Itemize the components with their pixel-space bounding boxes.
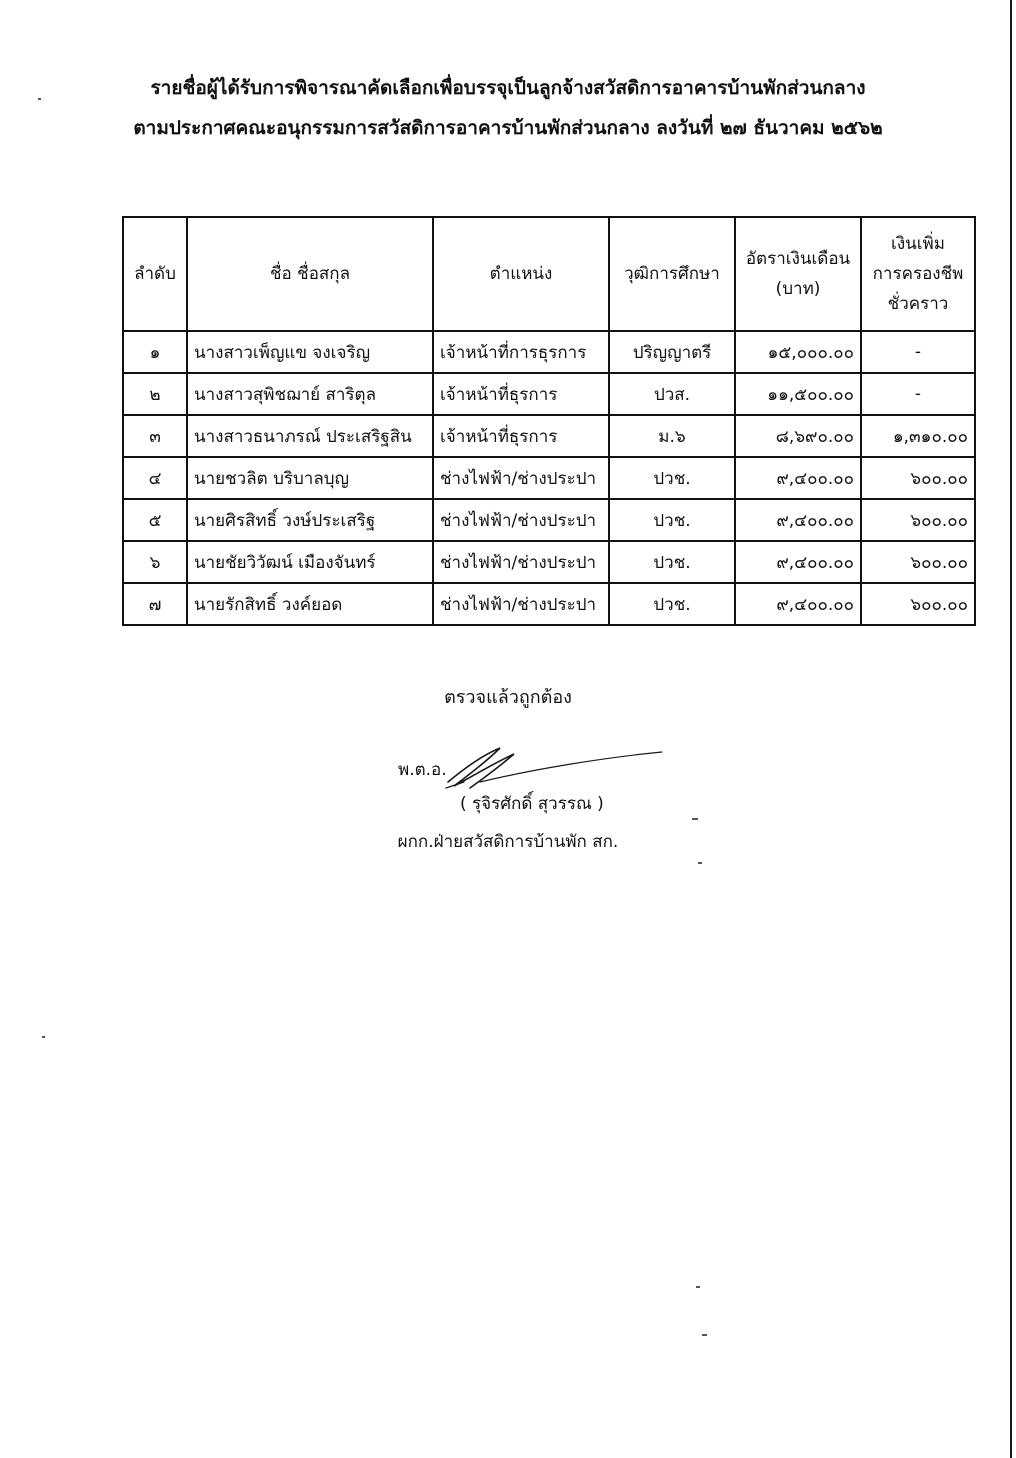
cell-no: ๒: [123, 373, 187, 415]
signer-name: ( รุจิรศักดิ์ สุวรรณ ): [460, 794, 604, 814]
cell-name: นายรักสิทธิ์ วงค์ยอด: [187, 583, 433, 625]
cell-no: ๓: [123, 415, 187, 457]
cell-education: ม.๖: [609, 415, 735, 457]
cell-allowance: ๖๐๐.๐๐: [861, 499, 975, 541]
cell-name: นายศิรสิทธิ์ วงษ์ประเสริฐ: [187, 499, 433, 541]
cell-education: ปวช.: [609, 499, 735, 541]
cell-no: ๑: [123, 331, 187, 373]
cell-salary: ๙,๔๐๐.๐๐: [735, 457, 861, 499]
cell-allowance: -: [861, 373, 975, 415]
cell-no: ๕: [123, 499, 187, 541]
cell-salary: ๙,๔๐๐.๐๐: [735, 499, 861, 541]
table-row: [123, 331, 975, 373]
cell-position: เจ้าหน้าที่ธุรการ: [433, 373, 609, 415]
cell-salary: ๙,๔๐๐.๐๐: [735, 541, 861, 583]
cell-education: ปวช.: [609, 457, 735, 499]
cell-position: ช่างไฟฟ้า/ช่างประปา: [433, 457, 609, 499]
table-row: [123, 499, 975, 541]
cell-name: นางสาวธนาภรณ์ ประเสริฐสิน: [187, 415, 433, 457]
table-row: [123, 415, 975, 457]
header-salary-line-2: (บาท): [775, 279, 821, 299]
cell-salary: ๑๑,๕๐๐.๐๐: [735, 373, 861, 415]
table-row: [123, 457, 975, 499]
scan-speck: [692, 818, 698, 820]
scan-speck: [38, 98, 41, 100]
cell-name: นางสาวเพ็ญแข จงเจริญ: [187, 331, 433, 373]
cell-no: ๔: [123, 457, 187, 499]
cell-education: ปริญญาตรี: [609, 331, 735, 373]
scan-speck: [698, 862, 702, 864]
cell-salary: ๙,๔๐๐.๐๐: [735, 583, 861, 625]
header-no: ลำดับ: [123, 217, 187, 331]
cell-education: ปวช.: [609, 541, 735, 583]
cell-education: ปวช.: [609, 583, 735, 625]
cell-name: นายชวลิต บริบาลบุญ: [187, 457, 433, 499]
header-allowance-line-2: การครองชีพ: [872, 264, 964, 284]
cell-position: เจ้าหน้าที่การธุรการ: [433, 331, 609, 373]
header-allowance: [861, 217, 975, 331]
table-row: [123, 541, 975, 583]
document-title-line-2: ตามประกาศคณะอนุกรรมการสวัสดิการอาคารบ้านพักส่วนกลาง ลงวันที่ ๒๗ ธันวาคม ๒๕๖๒: [133, 117, 883, 139]
cell-name: นายชัยวิวัฒน์ เมืองจันทร์: [187, 541, 433, 583]
table-row: [123, 373, 975, 415]
cell-allowance: ๑,๓๑๐.๐๐: [861, 415, 975, 457]
cell-salary: ๘,๖๙๐.๐๐: [735, 415, 861, 457]
header-education: วุฒิการศึกษา: [609, 217, 735, 331]
cell-allowance: ๖๐๐.๐๐: [861, 583, 975, 625]
header-salary: [735, 217, 861, 331]
cell-salary: ๑๕,๐๐๐.๐๐: [735, 331, 861, 373]
signer-rank: พ.ต.อ.: [398, 760, 447, 780]
table-header-row: [123, 217, 975, 331]
cell-name: นางสาวสุพิชฌาย์ สาริตุล: [187, 373, 433, 415]
header-position: ตำแหน่ง: [433, 217, 609, 331]
certification-text: ตรวจแล้วถูกต้อง: [444, 687, 572, 708]
cell-no: ๗: [123, 583, 187, 625]
cell-position: ช่างไฟฟ้า/ช่างประปา: [433, 583, 609, 625]
cell-allowance: ๖๐๐.๐๐: [861, 457, 975, 499]
cell-education: ปวส.: [609, 373, 735, 415]
cell-allowance: ๖๐๐.๐๐: [861, 541, 975, 583]
cell-no: ๖: [123, 541, 187, 583]
cell-position: เจ้าหน้าที่ธุรการ: [433, 415, 609, 457]
header-salary-line-1: อัตราเงินเดือน: [745, 249, 851, 269]
header-allowance-line-3: ชั่วคราว: [887, 294, 949, 314]
page-edge-line: [1010, 0, 1012, 1458]
cell-position: ช่างไฟฟ้า/ช่างประปา: [433, 499, 609, 541]
scan-speck: [696, 1286, 700, 1288]
employee-roster-table: [122, 216, 976, 626]
signer-role: ผกก.ฝ่ายสวัสดิการบ้านพัก สก.: [397, 832, 619, 852]
scan-speck: [702, 1334, 707, 1336]
header-name: ชื่อ ชื่อสกุล: [187, 217, 433, 331]
cell-position: ช่างไฟฟ้า/ช่างประปา: [433, 541, 609, 583]
cell-allowance: -: [861, 331, 975, 373]
document-title-line-1: รายชื่อผู้ได้รับการพิจารณาคัดเลือกเพื่อบรรจุเป็นลูกจ้างสวัสดิการอาคารบ้านพักส่วนกลาง: [150, 77, 866, 99]
scan-speck: [42, 1036, 45, 1038]
table-row: [123, 583, 975, 625]
header-allowance-line-1: เงินเพิ่ม: [891, 234, 945, 254]
